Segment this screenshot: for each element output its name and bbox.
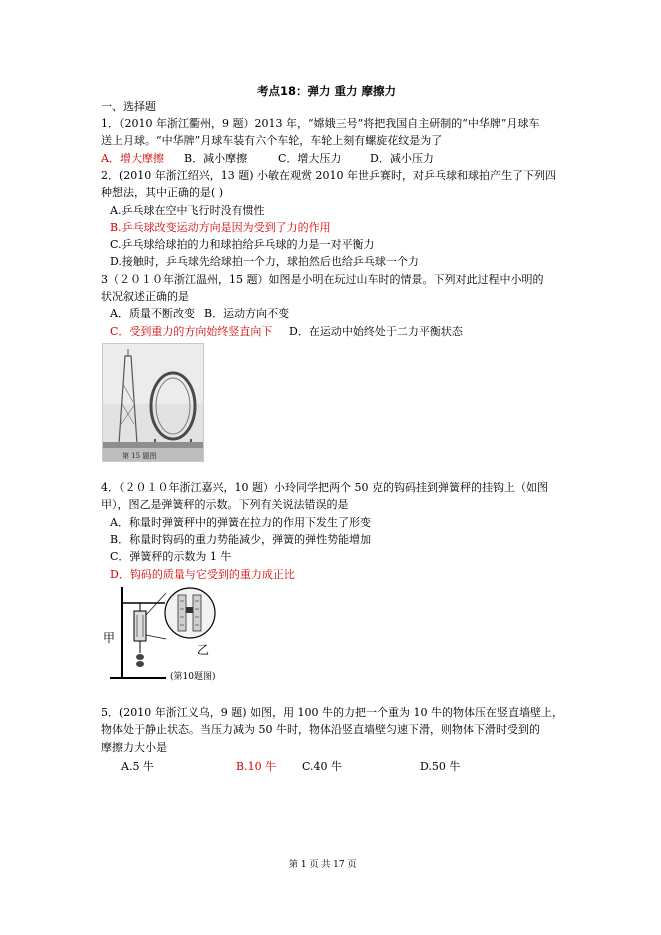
page-footer: 第 1 页 共 17 页 bbox=[289, 860, 357, 870]
page-title: 考点18：弹力 重力 摩擦力 bbox=[257, 84, 397, 98]
q5-option-b: B.10 牛 bbox=[236, 760, 277, 773]
roller-coaster-photo bbox=[102, 343, 204, 462]
q5-option-d: D.50 牛 bbox=[420, 760, 461, 773]
q1-option-d: D．减小压力 bbox=[370, 152, 434, 165]
q5-line2: 物体处于静止状态。当压力减为 50 牛时，物体沿竖直墙壁匀速下滑，则物体下滑时受到的 bbox=[101, 723, 540, 736]
q4-option-b: B．称量时钩码的重力势能减少，弹簧的弹性势能增加 bbox=[110, 533, 372, 546]
q2-option-c: C.乒乓球给球拍的力和球拍给乒乓球的力是一对平衡力 bbox=[110, 238, 375, 251]
q3-option-d: D．在运动中始终处于二力平衡状态 bbox=[289, 325, 463, 338]
q5-option-a: A.5 牛 bbox=[121, 760, 154, 773]
q5-line1: 5．(2010 年浙江义乌，9 题) 如图，用 100 牛的力把一个重为 10 牛的物体压在竖直墙壁上， bbox=[101, 706, 564, 719]
q2-line1: 2．(2010 年浙江绍兴，13 题) 小敏在观赏 2010 年世乒赛时，对乒乓球和球拍产生了下列四 bbox=[101, 169, 557, 182]
q4-option-d: D．钩码的质量与它受到的重力成正比 bbox=[110, 568, 295, 581]
q4-option-a: A．称量时弹簧秤中的弹簧在拉力的作用下发生了形变 bbox=[110, 516, 371, 529]
q4-line1: 4．（２０１０年浙江嘉兴，10 题）小玲同学把两个 50 克的钩码挂到弹簧秤的挂钩上（如图 bbox=[101, 481, 548, 494]
q2-option-b: B.乒乓球改变运动方向是因为受到了力的作用 bbox=[110, 221, 331, 234]
q3-figure-caption: 第 15 题图 bbox=[122, 452, 157, 460]
q1-line2: 送上月球。“中华牌”月球车装有六个车轮，车轮上刻有螺旋花纹是为了 bbox=[101, 134, 443, 147]
figure-label-yi: 乙 bbox=[197, 643, 210, 657]
q2-option-d: D.接触时，乒乓球先给球拍一个力，球拍然后也给乒乓球一个力 bbox=[110, 255, 419, 268]
q3-line2: 状况叙述正确的是 bbox=[101, 290, 189, 303]
figure-label-jia: 甲 bbox=[103, 631, 116, 645]
q1-option-c: C．增大压力 bbox=[278, 152, 342, 165]
roller-coaster-image bbox=[103, 344, 203, 461]
q1-option-a: A．增大摩擦 bbox=[101, 152, 164, 165]
q2-option-a: A.乒乓球在空中飞行时没有惯性 bbox=[110, 204, 265, 217]
q4-line2: 甲），图乙是弹簧秤的示数。下列有关说法错误的是 bbox=[101, 498, 349, 511]
q3-line1: 3（２０１０年浙江温州，15 题）如图是小明在玩过山车时的情景。下列对此过程中小明的 bbox=[101, 273, 544, 286]
q3-option-b: B．运动方向不变 bbox=[204, 307, 290, 320]
q1-line1: 1．（2010 年浙江衢州，9 题）2013 年，“嫦娥三号”将把我国自主研制的“中华牌”月球车 bbox=[101, 117, 540, 130]
q5-line3: 摩擦力大小是 bbox=[101, 741, 167, 754]
q2-line2: 种想法，其中正确的是( ) bbox=[101, 186, 224, 199]
q4-option-c: C．弹簧秤的示数为 1 牛 bbox=[110, 550, 232, 563]
q1-option-b: B．减小摩擦 bbox=[184, 152, 248, 165]
q5-option-c: C.40 牛 bbox=[302, 760, 343, 773]
q3-option-c: C．受到重力的方向始终竖直向下 bbox=[110, 325, 273, 338]
section-heading: 一、选择题 bbox=[101, 100, 156, 113]
q4-figure-caption: (第10题图) bbox=[170, 672, 216, 682]
q3-option-a: A．质量不断改变 bbox=[110, 307, 195, 320]
